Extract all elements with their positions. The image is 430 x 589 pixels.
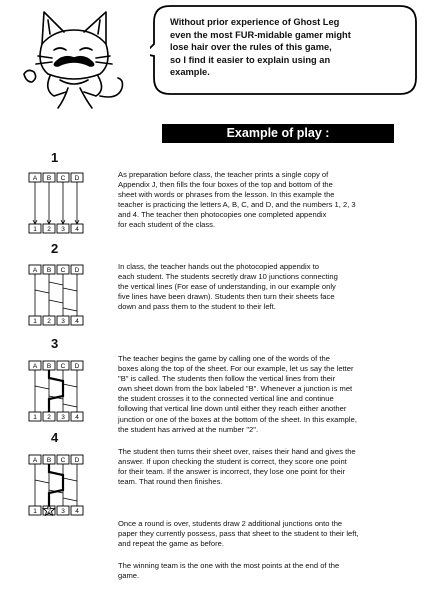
top-label-text: C xyxy=(60,175,66,182)
round-description xyxy=(118,519,418,549)
text-line: As preparation before class, the teacher prints a single copy of xyxy=(118,170,329,179)
top-label-text: B xyxy=(46,457,52,464)
text-line: Appendix J, then fills the four boxes of the top and bottom of the xyxy=(118,180,333,190)
bubble-line: Without prior experience of Ghost Leg xyxy=(170,17,340,27)
bottom-label-text: 3 xyxy=(61,414,65,421)
text-line: answer. If upon checking the student is correct, they score one point xyxy=(118,457,347,467)
top-label-text: A xyxy=(32,363,38,370)
junction-rung xyxy=(63,498,77,501)
bottom-label-text: 1 xyxy=(33,226,37,233)
ladder-diagram-2 xyxy=(28,264,84,326)
text-line: junction or one of the boxes at the bottom of the sheet. In this example, xyxy=(118,414,357,424)
text-line: and 4. The teacher then photocopies one completed appendix xyxy=(118,210,327,220)
top-label-text: D xyxy=(74,363,80,370)
junction-rung xyxy=(35,290,49,293)
top-label-text: A xyxy=(32,457,38,464)
text-line: team. That round then finishes. xyxy=(118,477,223,487)
step-4-description xyxy=(118,447,418,487)
text-line: The winning team is the one with the most points at the end of the xyxy=(118,561,340,570)
bottom-label-text: 2 xyxy=(47,414,51,421)
top-label-text: B xyxy=(46,267,52,274)
text-line: The teacher begins the game by calling one of the words of the xyxy=(118,354,330,363)
text-line: the student has arrived at the number "2". xyxy=(118,424,259,434)
top-label-text: C xyxy=(60,457,66,464)
text-line: boxes along the top of the sheet. For our example, let us say the letter xyxy=(118,364,354,374)
ladder-diagram-1 xyxy=(28,172,84,234)
bottom-label-text: 4 xyxy=(75,318,79,325)
bubble-line: example. xyxy=(170,67,210,78)
step-number-2: 2 xyxy=(51,241,59,256)
top-label-text: D xyxy=(74,175,80,182)
text-line: The student then turns their sheet over, raises their hand and gives the xyxy=(118,447,356,456)
step-number-1: 1 xyxy=(51,150,59,165)
step-1-description xyxy=(118,170,418,231)
step-number-3: 3 xyxy=(51,336,59,351)
text-line: following that vertical line down until either they reach either another xyxy=(118,404,347,414)
step-number-4: 4 xyxy=(51,430,59,445)
traced-path xyxy=(49,370,63,412)
top-label-text: A xyxy=(32,267,38,274)
junction-rung xyxy=(63,288,77,291)
text-line: the student crosses it to the connected vertical line and continue xyxy=(118,394,334,404)
ladder-diagram-3 xyxy=(28,360,84,422)
speech-bubble-text xyxy=(170,16,402,79)
top-label-text: D xyxy=(74,267,80,274)
junction-rung xyxy=(35,480,49,483)
text-line: the vertical lines (For ease of understanding, in our example only xyxy=(118,282,336,292)
bottom-label-text: 1 xyxy=(33,508,37,515)
text-line: own sheet down from the box labeled "B". Whenever a junction is met xyxy=(118,384,353,394)
bottom-label-text: 4 xyxy=(75,414,79,421)
junction-rung xyxy=(35,386,49,389)
bottom-label-text: 2 xyxy=(47,508,51,515)
text-line: Once a round is over, students draw 2 additional junctions onto the xyxy=(118,519,343,528)
top-label-text: B xyxy=(46,363,52,370)
junction-rung xyxy=(49,300,63,303)
text-line: paper they currently possess, pass that sheet to the student to their left, xyxy=(118,529,359,539)
bottom-label-text: 2 xyxy=(47,318,51,325)
text-line: "B" is called. The students then follow the vertical lines from their xyxy=(118,374,336,384)
text-line: for their team. If the answer is incorrect, they lose one point for their xyxy=(118,467,346,477)
bottom-label-text: 3 xyxy=(61,508,65,515)
step-2-description xyxy=(118,262,418,312)
bubble-line: even the most FUR-midable gamer might xyxy=(170,29,351,40)
traced-path xyxy=(49,464,63,506)
junction-rung xyxy=(63,308,77,311)
top-label-text: D xyxy=(74,457,80,464)
bottom-label-text: 3 xyxy=(61,226,65,233)
text-line: for each student of the class. xyxy=(118,220,216,230)
cat-illustration xyxy=(14,4,132,114)
junction-rung xyxy=(63,404,77,407)
text-line: down and pass them to the student to their left. xyxy=(118,302,276,312)
text-line: five lines have been drawn). Students then turn their sheets face xyxy=(118,292,335,302)
bubble-line: lose hair over the rules of this game, xyxy=(170,42,332,53)
bottom-label-text: 3 xyxy=(61,318,65,325)
junction-rung xyxy=(63,478,77,481)
text-line: teacher is practicing the letters A, B, C, and D, and the numbers 1, 2, 3 xyxy=(118,200,356,210)
text-line: each student. The students secretly draw 10 junctions connecting xyxy=(118,272,338,282)
text-line: sheet with words or phrases from the lesson. In this example the xyxy=(118,190,335,200)
bubble-line: so I find it easier to explain using an xyxy=(170,54,331,65)
winning-description xyxy=(118,561,418,581)
junction-rung xyxy=(63,384,77,387)
text-line: and repeat the game as before. xyxy=(118,539,224,549)
text-line: In class, the teacher hands out the photocopied appendix to xyxy=(118,262,319,271)
bottom-label-text: 4 xyxy=(75,508,79,515)
section-banner: Example of play : xyxy=(162,124,394,143)
ladder-diagram-4 xyxy=(28,454,84,516)
bottom-label-text: 1 xyxy=(33,318,37,325)
top-label-text: B xyxy=(46,175,52,182)
top-label-text: C xyxy=(60,363,66,370)
bottom-label-text: 2 xyxy=(47,226,51,233)
top-label-text: A xyxy=(32,175,38,182)
bottom-label-text: 4 xyxy=(75,226,79,233)
top-label-text: C xyxy=(60,267,66,274)
text-line: game. xyxy=(118,571,140,581)
bottom-label-text: 1 xyxy=(33,414,37,421)
junction-rung xyxy=(49,282,63,285)
step-3-description xyxy=(118,354,418,435)
